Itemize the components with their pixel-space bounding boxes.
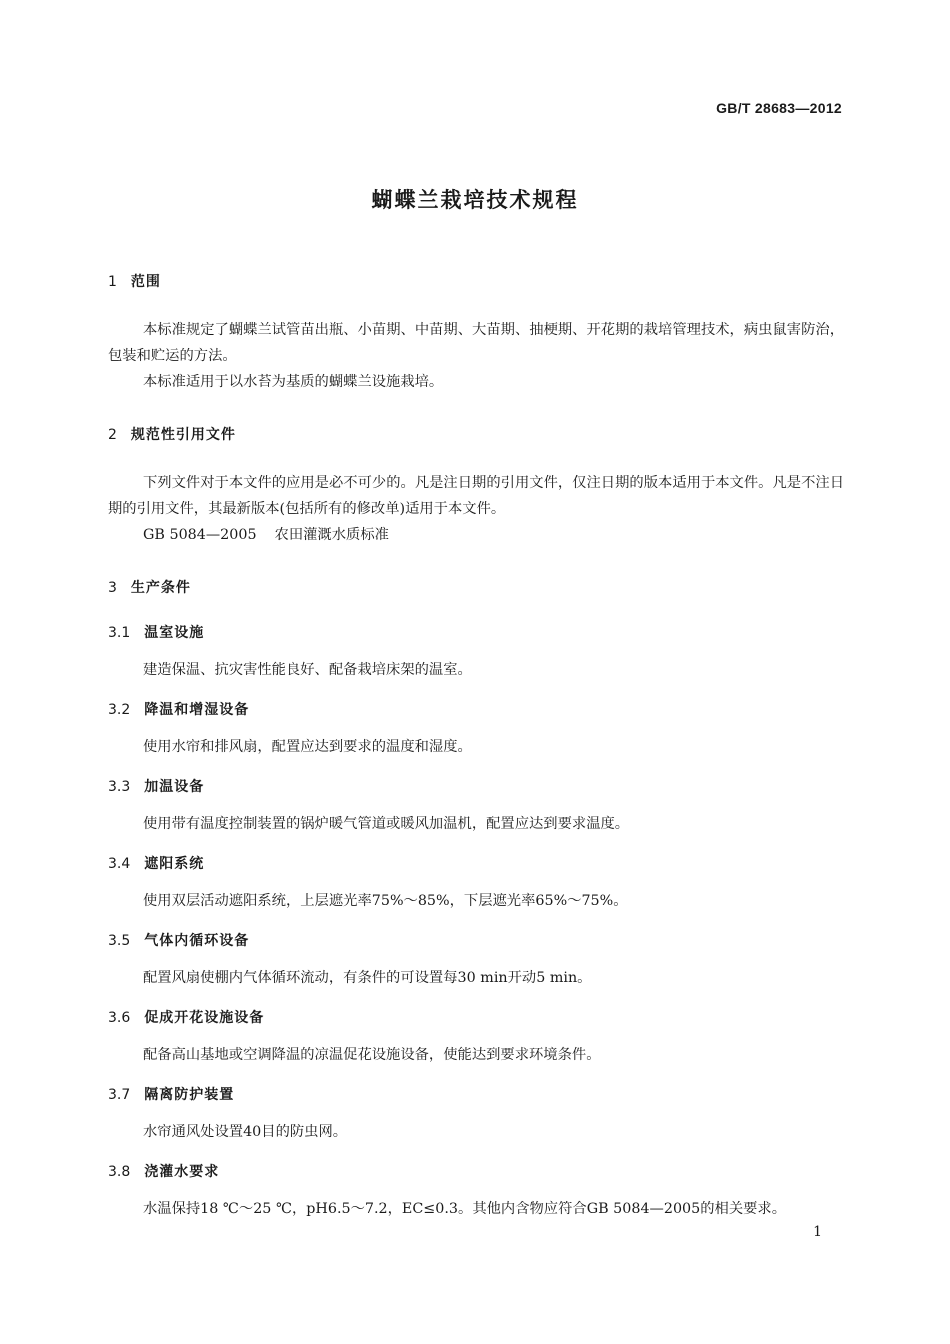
subsection-title: 气体内循环设备 — [144, 933, 250, 949]
subsection-title: 遮阳系统 — [144, 856, 205, 872]
subsection-number: 3.2 — [108, 702, 131, 718]
section-title: 范围 — [130, 274, 161, 290]
subsection-number: 3.6 — [108, 1010, 131, 1026]
subsection-number: 3.7 — [108, 1087, 131, 1103]
subsection-title: 温室设施 — [144, 625, 205, 641]
subsection-heading-3-4 — [108, 853, 204, 873]
section-title: 生产条件 — [130, 580, 191, 596]
subsection-text-3-7: 水帘通风处设置40目的防虫网。 — [143, 1124, 348, 1140]
subsection-number: 3.1 — [108, 625, 131, 641]
subsection-text-3-6: 配备高山基地或空调降温的凉温促花设施设备，使能达到要求环境条件。 — [143, 1047, 601, 1063]
section-title: 规范性引用文件 — [130, 427, 236, 443]
subsection-text-3-2: 使用水帘和排风扇，配置应达到要求的温度和湿度。 — [143, 739, 472, 755]
subsection-number: 3.4 — [108, 856, 131, 872]
section-heading-3 — [108, 577, 191, 597]
subsection-number: 3.3 — [108, 779, 131, 795]
subsection-heading-3-3 — [108, 776, 204, 796]
section-number: 1 — [108, 274, 117, 290]
section-number: 3 — [108, 580, 117, 596]
section-1-paragraph-2: 本标准适用于以水苔为基质的蝴蝶兰设施栽培。 — [143, 374, 444, 390]
section-number: 2 — [108, 427, 117, 443]
subsection-number: 3.8 — [108, 1164, 131, 1180]
section-2-paragraph-1: 下列文件对于本文件的应用是必不可少的。凡是注日期的引用文件，仅注日期的版本适用于本文件。凡是不注日期的引用文件，其最新版本(包括所有的修改单)适用于本文件。 — [108, 475, 844, 517]
subsection-heading-3-5 — [108, 930, 249, 950]
subsection-heading-3-1 — [108, 622, 204, 642]
subsection-title: 促成开花设施设备 — [144, 1010, 265, 1026]
section-heading-1 — [108, 271, 161, 291]
standard-code: GB/T 28683—2012 — [716, 100, 842, 116]
reference-code: GB 5084—2005 — [143, 527, 257, 543]
document-title: 蝴蝶兰栽培技术规程 — [371, 188, 579, 212]
subsection-text-3-1: 建造保温、抗灾害性能良好、配备栽培床架的温室。 — [143, 662, 472, 678]
normative-reference — [143, 522, 389, 548]
subsection-text-3-5: 配置风扇使棚内气体循环流动，有条件的可设置每30 min开动5 min。 — [143, 970, 592, 986]
reference-title: 农田灌溉水质标准 — [274, 527, 389, 543]
subsection-number: 3.5 — [108, 933, 131, 949]
page-number: 1 — [813, 1224, 822, 1240]
subsection-title: 加温设备 — [144, 779, 205, 795]
subsection-title: 隔离防护装置 — [144, 1087, 235, 1103]
subsection-heading-3-7 — [108, 1084, 234, 1104]
section-heading-2 — [108, 424, 236, 444]
subsection-heading-3-8 — [108, 1161, 219, 1181]
subsection-title: 降温和增湿设备 — [144, 702, 250, 718]
subsection-text-3-3: 使用带有温度控制装置的锅炉暖气管道或暖风加温机，配置应达到要求温度。 — [143, 816, 630, 832]
subsection-heading-3-2 — [108, 699, 249, 719]
section-1-paragraph-1: 本标准规定了蝴蝶兰试管苗出瓶、小苗期、中苗期、大苗期、抽梗期、开花期的栽培管理技术，病虫鼠害防治，包装和贮运的方法。 — [108, 322, 844, 364]
subsection-text-3-8: 水温保持18 ℃～25 ℃，pH6.5～7.2，EC≤0.3。其他内含物应符合GB 5084—2005的相关要求。 — [143, 1201, 787, 1217]
subsection-title: 浇灌水要求 — [144, 1164, 220, 1180]
subsection-heading-3-6 — [108, 1007, 264, 1027]
subsection-text-3-4: 使用双层活动遮阳系统，上层遮光率75%～85%，下层遮光率65%～75%。 — [143, 893, 628, 909]
